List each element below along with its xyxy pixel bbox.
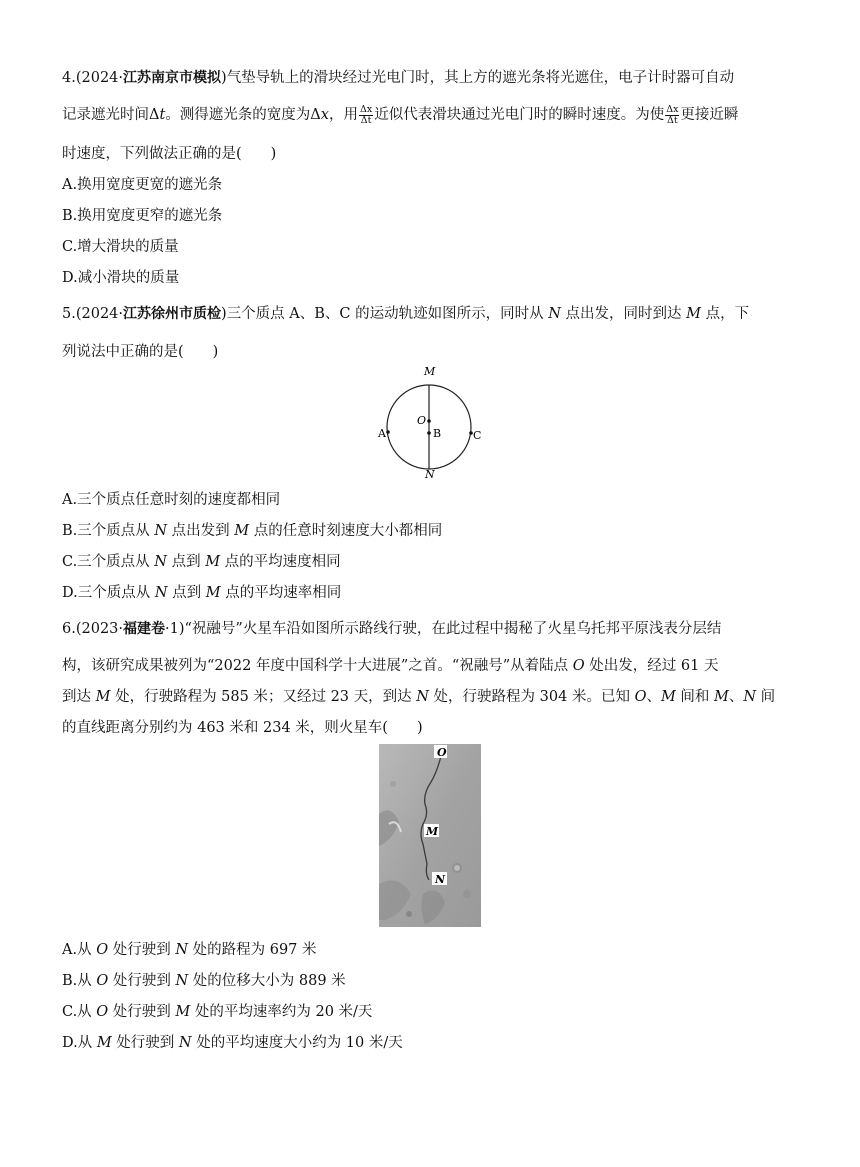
var-n: N [178, 1035, 192, 1051]
option-text: 处行驶到 [108, 1004, 176, 1020]
q4-stem-line3: 时速度，下列做法正确的是( ) [62, 146, 277, 162]
option-text: 处行驶到 [108, 942, 176, 958]
q4-text: ，用 [328, 107, 358, 123]
var-n: N [154, 523, 168, 539]
q6-option-c [62, 1000, 372, 1021]
q6-text: 处，行驶路程为 585 米；又经过 23 天，到达 [110, 689, 417, 705]
small-crater [406, 911, 412, 917]
option-text: B.三个质点从 [62, 523, 155, 539]
q5-source-close: ) [221, 306, 227, 322]
label-m: M [426, 825, 439, 838]
option-text: 处的路程为 697 米 [188, 942, 317, 958]
option-text: C.从 [62, 1004, 97, 1020]
q4-option-c: C.增大滑块的质量 [62, 239, 179, 255]
var-m: M [96, 1035, 112, 1051]
q6-stem-line4: 的直线距离分别约为 463 米和 234 米，则火星车( ) [62, 720, 423, 736]
point-b [427, 431, 431, 435]
option-text: 点到 [167, 585, 206, 601]
q4-option-b: B.换用宽度更窄的遮光条 [62, 208, 223, 224]
q5-source: 江苏徐州市质检 [123, 306, 222, 322]
option-text: 处行驶到 [111, 1035, 179, 1051]
fraction-denominator: Δt [360, 114, 372, 126]
q6-source: 福建卷 [123, 621, 166, 637]
q4-text: 。测得遮光条的宽度为Δ [165, 107, 321, 123]
option-text: D.从 [62, 1035, 97, 1051]
q5-text: 点，下 [701, 306, 750, 322]
label-m: M [424, 365, 436, 378]
q5-option-c [62, 550, 341, 571]
fraction-numerator: Δx [359, 103, 373, 115]
var-n: N [416, 689, 429, 705]
fraction-numerator: Δx [666, 103, 679, 115]
q5-text: 三个质点 A、B、C 的运动轨迹如图所示，同时从 [226, 306, 549, 322]
option-text: 点出发到 [167, 523, 235, 539]
option-text: B.从 [62, 973, 97, 989]
q6-option-b [62, 969, 346, 990]
option-text: 点的平均速度相同 [220, 554, 341, 570]
label-n: N [425, 468, 435, 480]
q6-option-a [62, 938, 317, 959]
q4-text: 气垫导轨上的滑块经过光电门时，其上方的遮光条将光遮住，电子计时器可自动 [226, 70, 735, 86]
var-n: N [548, 306, 561, 322]
q6-number: 6.(2023· [62, 621, 124, 637]
var-o: O [572, 658, 585, 674]
option-text: C.三个质点从 [62, 554, 155, 570]
q5-number: 5.(2024· [62, 306, 124, 322]
var-n: N [175, 973, 189, 989]
label-n: N [435, 873, 446, 886]
q6-mars-route-image [379, 744, 481, 927]
q6-source-close: ·1) [165, 621, 185, 637]
q4-source-close: ) [221, 70, 227, 86]
q4-stem-line2 [62, 103, 738, 126]
var-m: M [686, 306, 702, 322]
label-c: C [473, 429, 482, 442]
q5-option-b [62, 519, 442, 540]
q6-text: 处出发，经过 61 天 [584, 658, 719, 674]
q5-text: 点出发，同时到达 [560, 306, 687, 322]
q6-text: 构，该研究成果被列为“2022 年度中国科学十大进展”之首。“祝融号”从着陆点 [62, 658, 573, 674]
var-x: x [320, 107, 329, 123]
q5-option-d [62, 581, 341, 602]
option-text: 点到 [166, 554, 206, 570]
q6-stem-line1 [62, 617, 721, 638]
option-text: 处的平均速度大小约为 10 米/天 [191, 1035, 403, 1051]
var-t: t [159, 107, 166, 123]
q5-stem-line1 [62, 302, 749, 323]
q4-text: 记录遮光时间Δ [62, 107, 160, 123]
label-b: B [433, 427, 442, 440]
q6-stem-line3 [62, 685, 775, 706]
option-text: D.三个质点从 [62, 585, 155, 601]
q6-stem-line2 [62, 654, 718, 675]
var-o: O [96, 973, 109, 989]
small-crater [390, 781, 396, 787]
label-o: O [437, 746, 447, 759]
label-o: O [417, 414, 427, 427]
fraction-dx-dt [359, 105, 373, 126]
small-crater [454, 865, 460, 871]
fraction-denominator: Δt [666, 114, 678, 126]
fraction-dx-dt [665, 105, 679, 126]
q5-stem-line2: 列说法中正确的是( ) [62, 344, 219, 360]
var-m: M [205, 554, 221, 570]
var-o: O [96, 1004, 109, 1020]
var-m: M [714, 689, 729, 705]
var-m: M [175, 1004, 191, 1020]
label-a: A [378, 427, 386, 440]
option-text: 处的平均速率约为 20 米/天 [190, 1004, 373, 1020]
q6-text: 间 [756, 689, 776, 705]
q6-text: 间和 [675, 689, 715, 705]
var-m: M [205, 585, 221, 601]
q5-trajectory-figure [370, 360, 495, 480]
var-m: M [234, 523, 250, 539]
q6-text: 、 [646, 689, 661, 705]
var-n: N [743, 689, 757, 705]
var-m: M [660, 689, 676, 705]
q6-option-d [62, 1031, 403, 1052]
var-o: O [634, 689, 647, 705]
option-text: 点的任意时刻速度大小都相同 [249, 523, 443, 539]
q4-option-a: A.换用宽度更宽的遮光条 [62, 177, 223, 193]
q6-text: 到达 [62, 689, 96, 705]
q4-text: 近似代表滑块通过光电门时的瞬时速度。为使 [374, 107, 665, 123]
var-o: O [96, 942, 109, 958]
var-n: N [175, 942, 188, 958]
var-n: N [154, 554, 167, 570]
q4-text: 更接近瞬 [680, 107, 739, 123]
q4-source: 江苏南京市模拟 [123, 70, 222, 86]
small-crater [463, 890, 471, 898]
q6-text: “祝融号”火星车沿如图所示路线行驶，在此过程中揭秘了火星乌托邦平原浅表分层结 [184, 621, 722, 637]
option-text: 处行驶到 [108, 973, 176, 989]
q6-text: 处，行驶路程为 304 米。已知 [428, 689, 635, 705]
var-m: M [95, 689, 111, 705]
q4-stem-line1 [62, 66, 734, 87]
q4-number: 4.(2024· [62, 70, 124, 86]
option-text: A.从 [62, 942, 97, 958]
q4-option-d: D.减小滑块的质量 [62, 270, 180, 286]
q6-text: 、 [728, 689, 744, 705]
option-text: 处的位移大小为 889 米 [188, 973, 346, 989]
q5-option-a: A.三个质点任意时刻的速度都相同 [62, 492, 281, 508]
point-o [427, 419, 431, 423]
option-text: 点的平均速率相同 [220, 585, 342, 601]
var-n: N [154, 585, 168, 601]
point-a [386, 430, 390, 434]
